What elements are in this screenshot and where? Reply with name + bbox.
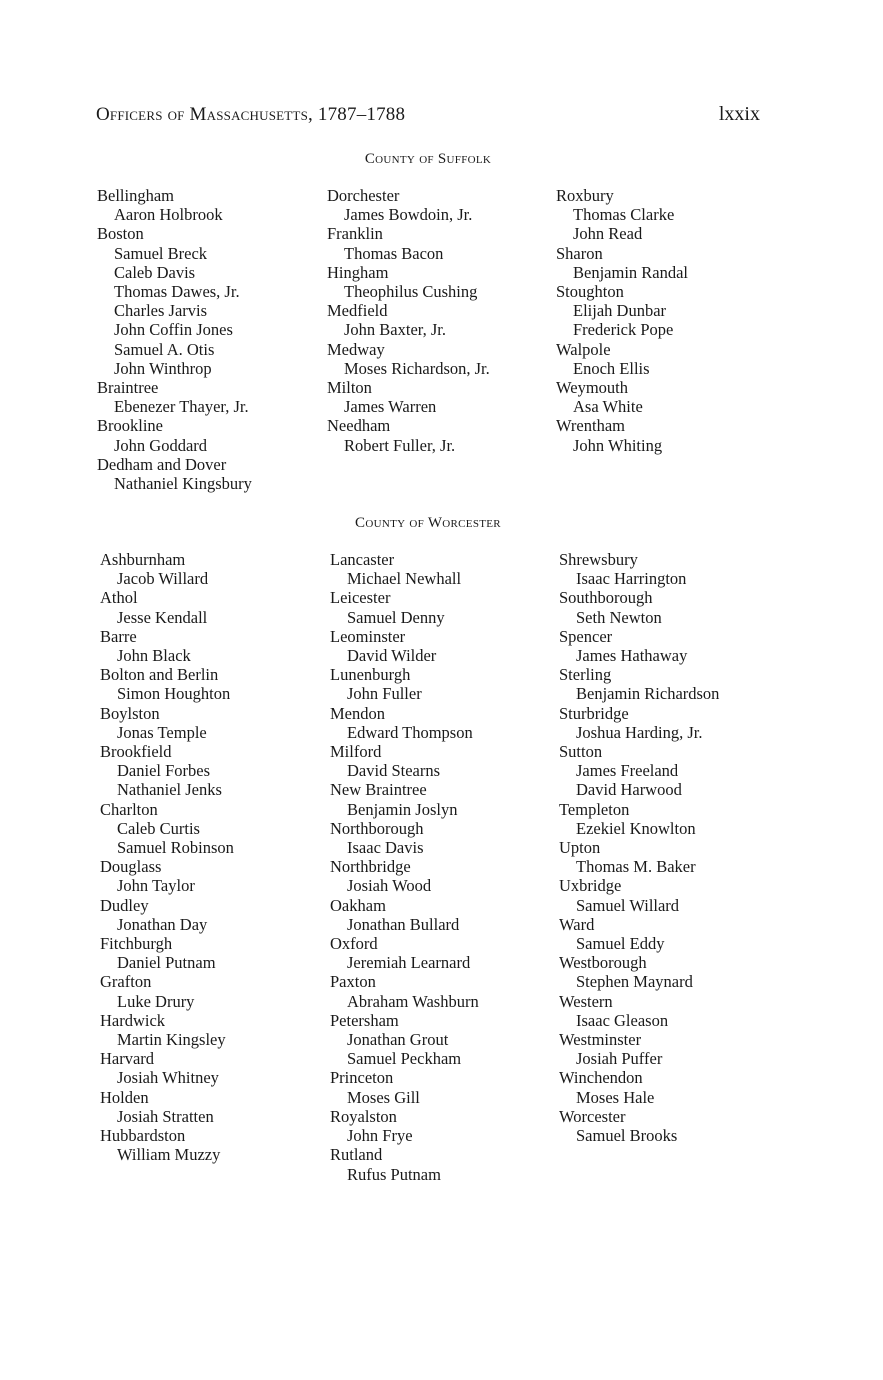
town-name: Leominster: [330, 626, 406, 646]
officer-name: Benjamin Richardson: [576, 684, 720, 704]
officer-name: Abraham Washburn: [347, 991, 479, 1011]
town-name: Rutland: [330, 1145, 383, 1165]
column-middle: [330, 550, 479, 1184]
running-title: Officers of Massachusetts, 1787–1788: [96, 104, 406, 125]
officer-name: Edward Thompson: [347, 722, 473, 742]
town-name: Lunenburgh: [330, 665, 411, 685]
town-name: Medfield: [327, 301, 388, 321]
officer-name: Theophilus Cushing: [344, 282, 478, 302]
officer-name: Joshua Harding, Jr.: [576, 722, 703, 742]
officer-name: Isaac Harrington: [576, 569, 687, 589]
town-name: Leicester: [330, 588, 391, 608]
officer-name: Thomas Dawes, Jr.: [114, 282, 240, 302]
town-name: Westborough: [559, 953, 647, 973]
officer-name: Thomas M. Baker: [576, 857, 696, 877]
officer-name: William Muzzy: [117, 1145, 221, 1165]
officer-name: Asa White: [573, 397, 643, 417]
officer-name: Jonathan Day: [117, 914, 208, 934]
officer-name: Seth Newton: [576, 607, 662, 627]
town-name: Fitchburgh: [100, 934, 173, 954]
officer-name: James Hathaway: [576, 646, 688, 666]
officer-name: Daniel Forbes: [117, 761, 211, 781]
town-name: Athol: [100, 588, 138, 608]
officer-name: Martin Kingsley: [117, 1030, 226, 1050]
officer-name: Rufus Putnam: [347, 1164, 441, 1184]
officer-name: Jeremiah Learnard: [347, 953, 471, 973]
officer-name: Jonathan Bullard: [347, 914, 460, 934]
town-name: Winchendon: [559, 1068, 643, 1088]
officer-name: Enoch Ellis: [573, 358, 650, 378]
officer-name: Caleb Curtis: [117, 818, 200, 838]
officer-name: David Wilder: [347, 646, 437, 666]
town-name: Milford: [330, 742, 382, 762]
column-left: [97, 186, 252, 493]
officer-name: Moses Hale: [576, 1087, 655, 1107]
town-name: Petersham: [330, 1010, 399, 1030]
town-name: Princeton: [330, 1068, 394, 1088]
town-name: Harvard: [100, 1049, 155, 1069]
officer-name: Charles Jarvis: [114, 301, 208, 321]
town-name: Douglass: [100, 857, 162, 877]
officer-name: Samuel Denny: [347, 607, 445, 627]
officer-name: Ezekiel Knowlton: [576, 818, 696, 838]
town-name: Boston: [97, 224, 144, 244]
officer-name: Luke Drury: [117, 991, 195, 1011]
town-name: Barre: [100, 626, 137, 646]
officer-name: Benjamin Randal: [573, 262, 689, 282]
town-name: New Braintree: [330, 780, 427, 800]
officer-name: David Stearns: [347, 761, 441, 781]
officer-name: John Read: [573, 224, 643, 244]
officer-name: Isaac Davis: [347, 838, 424, 858]
town-name: Lancaster: [330, 550, 395, 569]
officer-name: John Frye: [347, 1126, 413, 1146]
town-name: Wrentham: [556, 416, 625, 436]
town-name: Hubbardston: [100, 1126, 186, 1146]
town-name: Mendon: [330, 703, 385, 723]
town-name: Medway: [327, 339, 385, 359]
officer-name: Aaron Holbrook: [114, 205, 223, 225]
officer-name: Jesse Kendall: [117, 607, 208, 627]
officer-name: Samuel Willard: [576, 895, 680, 915]
officer-name: Frederick Pope: [573, 320, 674, 340]
officer-name: Samuel Eddy: [576, 934, 665, 954]
officer-name: Caleb Davis: [114, 262, 196, 282]
officer-name: John Goddard: [114, 435, 208, 455]
officer-name: Simon Houghton: [117, 684, 231, 704]
town-name: Uxbridge: [559, 876, 622, 896]
town-name: Dudley: [100, 895, 149, 915]
officer-name: Josiah Puffer: [576, 1049, 663, 1069]
town-name: Northbridge: [330, 857, 411, 877]
town-name: Oxford: [330, 934, 378, 954]
officer-name: Jonas Temple: [117, 722, 207, 742]
officer-name: Isaac Gleason: [576, 1010, 669, 1030]
town-name: Oakham: [330, 895, 386, 915]
town-name: Brookline: [97, 416, 163, 436]
officer-name: John Winthrop: [114, 358, 212, 378]
town-name: Stoughton: [556, 282, 624, 302]
town-name: Northborough: [330, 818, 424, 838]
town-name: Western: [559, 991, 613, 1011]
officer-name: James Warren: [344, 397, 437, 417]
officer-name: Nathaniel Kingsbury: [114, 474, 252, 494]
officer-name: John Baxter, Jr.: [344, 320, 446, 340]
town-name: Ward: [559, 914, 595, 934]
town-name: Sterling: [559, 665, 612, 685]
officer-name: Thomas Bacon: [344, 243, 444, 263]
officer-name: James Bowdoin, Jr.: [344, 205, 473, 225]
officer-name: John Fuller: [347, 684, 422, 704]
town-name: Braintree: [97, 378, 159, 398]
officer-name: Josiah Stratten: [117, 1106, 214, 1126]
town-name: Hingham: [327, 262, 389, 282]
town-name: Dedham and Dover: [97, 454, 227, 474]
town-name: Westminster: [559, 1030, 642, 1050]
column-right: [559, 550, 719, 1145]
town-name: Ashburnham: [100, 550, 186, 569]
town-name: Bolton and Berlin: [100, 665, 219, 685]
county-heading-worcester: County of Worcester: [355, 515, 501, 531]
town-name: Boylston: [100, 703, 160, 723]
town-name: Milton: [327, 378, 372, 398]
column-middle: [327, 186, 490, 455]
column-left: [100, 550, 234, 1165]
town-name: Dorchester: [327, 186, 400, 205]
town-name: Hardwick: [100, 1010, 166, 1030]
officer-name: Samuel Breck: [114, 243, 208, 263]
town-name: Sutton: [559, 742, 603, 762]
town-name: Franklin: [327, 224, 383, 244]
officer-name: Robert Fuller, Jr.: [344, 435, 456, 455]
officer-name: Nathaniel Jenks: [117, 780, 222, 800]
town-name: Bellingham: [97, 186, 174, 205]
officer-name: Josiah Whitney: [117, 1068, 219, 1088]
officer-name: Jonathan Grout: [347, 1030, 449, 1050]
officer-name: Ebenezer Thayer, Jr.: [114, 397, 249, 417]
running-head: [96, 103, 760, 126]
officer-name: Moses Gill: [347, 1087, 420, 1107]
town-name: Charlton: [100, 799, 158, 819]
officer-name: Samuel Brooks: [576, 1126, 678, 1146]
officer-name: Elijah Dunbar: [573, 301, 667, 321]
officer-name: Samuel A. Otis: [114, 339, 215, 359]
officer-name: Michael Newhall: [347, 569, 462, 589]
officer-name: Moses Richardson, Jr.: [344, 358, 490, 378]
officer-name: Thomas Clarke: [573, 205, 675, 225]
officer-name: Jacob Willard: [117, 569, 209, 589]
officer-name: Samuel Robinson: [117, 838, 234, 858]
county-heading-suffolk: County of Suffolk: [364, 151, 492, 167]
town-name: Paxton: [330, 972, 376, 992]
officer-name: John Coffin Jones: [114, 320, 233, 340]
town-name: Walpole: [556, 339, 611, 359]
town-name: Spencer: [559, 626, 613, 646]
town-name: Royalston: [330, 1106, 397, 1126]
town-name: Worcester: [559, 1106, 626, 1126]
town-name: Roxbury: [556, 186, 614, 205]
officer-name: John Taylor: [117, 876, 195, 896]
officer-name: Josiah Wood: [347, 876, 432, 896]
town-name: Needham: [327, 416, 391, 436]
officer-name: Samuel Peckham: [347, 1049, 462, 1069]
town-name: Shrewsbury: [559, 550, 638, 569]
officer-name: Benjamin Joslyn: [347, 799, 458, 819]
town-name: Sturbridge: [559, 703, 629, 723]
town-name: Upton: [559, 838, 601, 858]
officer-name: James Freeland: [576, 761, 679, 781]
town-name: Grafton: [100, 972, 152, 992]
officer-name: Daniel Putnam: [117, 953, 216, 973]
town-name: Holden: [100, 1087, 149, 1107]
officer-name: Stephen Maynard: [576, 972, 693, 992]
column-right: [556, 186, 688, 455]
officer-name: John Whiting: [573, 435, 663, 455]
town-name: Templeton: [559, 799, 630, 819]
officer-name: David Harwood: [576, 780, 682, 800]
town-name: Southborough: [559, 588, 653, 608]
town-name: Weymouth: [556, 378, 628, 398]
town-name: Sharon: [556, 243, 603, 263]
page-number: lxxix: [718, 103, 760, 125]
officer-name: John Black: [117, 646, 191, 666]
town-name: Brookfield: [100, 742, 172, 762]
